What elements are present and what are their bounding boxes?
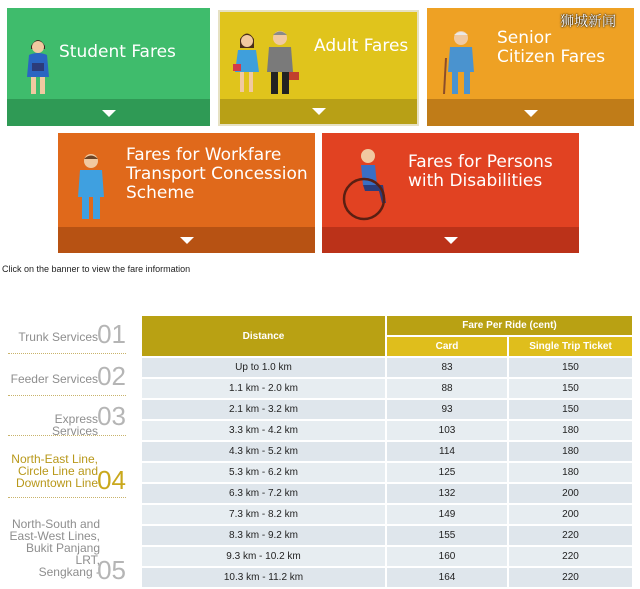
chevron-down-icon [524, 110, 538, 117]
cell-card-fare: 93 [387, 400, 507, 419]
cell-distance: 2.1 km - 3.2 km [142, 400, 385, 419]
service-tab-label-line: Circle Line and [17, 464, 98, 478]
table-row [142, 526, 632, 545]
cell-distance: 1.1 km - 2.0 km [142, 379, 385, 398]
adult-woman-figure-icon [232, 28, 262, 96]
header-card: Card [387, 337, 507, 356]
cell-ticket-fare: 220 [509, 568, 632, 587]
banner-workfare-label-line1: Fares for Workfare [126, 145, 282, 165]
fare-table-container [140, 314, 634, 583]
cell-ticket-fare: 150 [509, 358, 632, 377]
banner-disabilities-label [408, 153, 553, 191]
banner-adult-strip [220, 99, 417, 124]
banner-adult-label: Adult Fares [314, 36, 409, 56]
banner-senior-label-line2: Citizen Fares [497, 47, 606, 67]
cell-card-fare: 103 [387, 421, 507, 440]
watermark: 狮城新闻 [560, 14, 616, 30]
service-tab-label [8, 518, 100, 578]
service-tab-number: 02 [97, 361, 126, 391]
fare-table-body [142, 358, 632, 587]
banner-disabilities-label-line1: Fares for Persons [408, 152, 553, 172]
worker-figure-icon [74, 151, 108, 221]
service-tab-label-line: Bukit Panjang LRT, [25, 541, 100, 567]
service-tab-label-line: East-West Lines, [9, 529, 100, 543]
cell-distance: Up to 1.0 km [142, 358, 385, 377]
banner-disabilities-fares[interactable] [322, 133, 579, 253]
service-tab-nel-ccl-dtl[interactable] [8, 450, 126, 498]
service-tab-number: 04 [97, 465, 126, 495]
banner-senior-strip [427, 99, 634, 126]
cell-card-fare: 164 [387, 568, 507, 587]
service-tab-label-line: North-South and [11, 517, 100, 531]
senior-figure-icon [441, 28, 481, 98]
service-tab-feeder[interactable] [8, 360, 126, 396]
service-tab-nsl-ewl-lrt[interactable] [8, 515, 126, 585]
service-tab-number: 03 [97, 401, 126, 431]
banner-adult-fares[interactable] [218, 10, 419, 126]
table-row [142, 484, 632, 503]
banner-workfare-label [126, 146, 308, 203]
cell-card-fare: 88 [387, 379, 507, 398]
header-fare-per-ride: Fare Per Ride (cent) [387, 316, 632, 335]
cell-distance: 4.3 km - 5.2 km [142, 442, 385, 461]
chevron-down-icon [444, 237, 458, 244]
cell-card-fare: 83 [387, 358, 507, 377]
service-tab-label: Trunk Services [18, 330, 98, 344]
cell-ticket-fare: 180 [509, 421, 632, 440]
table-row [142, 400, 632, 419]
service-tab-label-line: North-East Line, [11, 452, 98, 466]
table-row [142, 379, 632, 398]
table-row [142, 442, 632, 461]
wheelchair-user-icon [338, 147, 396, 223]
table-row [142, 547, 632, 566]
header-single-trip-ticket: Single Trip Ticket [509, 337, 632, 356]
cell-card-fare: 125 [387, 463, 507, 482]
table-row [142, 463, 632, 482]
table-row [142, 568, 632, 587]
cell-card-fare: 149 [387, 505, 507, 524]
service-tab-label: Feeder Services [10, 372, 98, 386]
cell-ticket-fare: 200 [509, 505, 632, 524]
cell-card-fare: 160 [387, 547, 507, 566]
chevron-down-icon [180, 237, 194, 244]
service-tab-trunk[interactable] [8, 318, 126, 354]
banner-hint-text: Click on the banner to view the fare information [2, 264, 191, 274]
chevron-down-icon [102, 110, 116, 117]
table-row [142, 505, 632, 524]
service-tab-label-line: Sengkang - [38, 565, 100, 579]
banner-disabilities-strip [322, 227, 579, 253]
cell-card-fare: 114 [387, 442, 507, 461]
banner-workfare-label-line3: Scheme [126, 183, 195, 203]
banner-senior-label [497, 29, 605, 67]
cell-ticket-fare: 220 [509, 526, 632, 545]
banner-workfare-label-line2: Transport Concession [126, 164, 308, 184]
cell-ticket-fare: 180 [509, 463, 632, 482]
cell-distance: 7.3 km - 8.2 km [142, 505, 385, 524]
cell-distance: 5.3 km - 6.2 km [142, 463, 385, 482]
cell-ticket-fare: 200 [509, 484, 632, 503]
service-tab-label: Express Services [51, 412, 98, 438]
service-tab-express[interactable] [8, 400, 126, 436]
banner-student-strip [7, 99, 210, 126]
banner-workfare-strip [58, 227, 315, 253]
banner-workfare-fares[interactable] [58, 133, 315, 253]
header-distance: Distance [142, 316, 385, 356]
fare-table [140, 314, 634, 589]
adult-man-figure-icon [264, 26, 300, 96]
chevron-down-icon [312, 108, 326, 115]
cell-ticket-fare: 180 [509, 442, 632, 461]
banner-disabilities-label-line2: with Disabilities [408, 171, 543, 191]
cell-distance: 8.3 km - 9.2 km [142, 526, 385, 545]
service-tab-label [11, 453, 98, 489]
service-tab-label-line: Downtown Line [15, 476, 98, 490]
banner-senior-label-line1: Senior [497, 28, 552, 48]
cell-distance: 3.3 km - 4.2 km [142, 421, 385, 440]
banner-student-fares[interactable] [7, 8, 210, 126]
cell-distance: 10.3 km - 11.2 km [142, 568, 385, 587]
cell-distance: 6.3 km - 7.2 km [142, 484, 385, 503]
banner-student-label: Student Fares [59, 42, 176, 62]
cell-ticket-fare: 220 [509, 547, 632, 566]
cell-ticket-fare: 150 [509, 400, 632, 419]
service-tab-number: 01 [97, 319, 126, 349]
cell-card-fare: 132 [387, 484, 507, 503]
table-row [142, 421, 632, 440]
cell-ticket-fare: 150 [509, 379, 632, 398]
student-figure-icon [22, 33, 54, 97]
table-row [142, 358, 632, 377]
cell-distance: 9.3 km - 10.2 km [142, 547, 385, 566]
cell-card-fare: 155 [387, 526, 507, 545]
service-tab-number: 05 [97, 555, 126, 585]
